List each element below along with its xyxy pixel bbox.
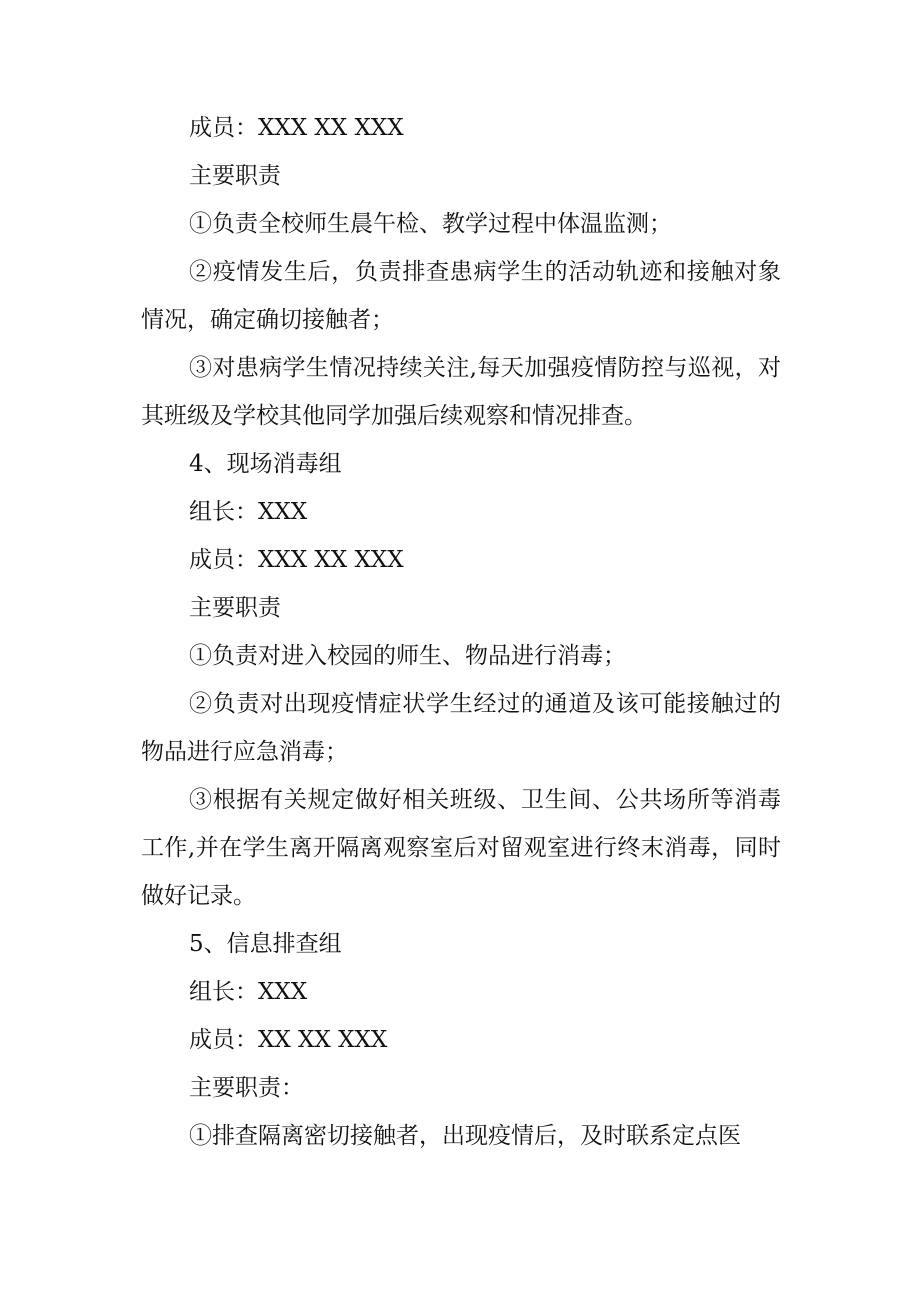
paragraph-duties-heading-information-screening: 主要职责： [189,1075,304,1101]
section-heading-information-screening-group: 5、信息排查组 [189,931,342,957]
paragraph-leader-disinfection: 组长：XXX [189,499,308,525]
paragraph-duty-1-group3: ①负责全校师生晨午检、教学过程中体温监测； [189,211,672,237]
paragraph-leader-information-screening: 组长：XXX [189,979,308,1005]
paragraph-duty-2-group3: ②疫情发生后，负责排查患病学生的活动轨迹和接触对象情况，确定确切接触者； [141,259,781,333]
paragraph-duties-heading-disinfection: 主要职责 [189,595,281,621]
document-body [141,104,781,1160]
paragraph-members-information-screening: 成员：XX XX XXX [189,1027,388,1053]
section-heading-disinfection-group: 4、现场消毒组 [189,451,342,477]
paragraph-duties-heading-group3: 主要职责 [189,163,281,189]
paragraph-duty-2-disinfection: ②负责对出现疫情症状学生经过的通道及该可能接触过的物品进行应急消毒； [141,691,781,765]
paragraph-duty-1-disinfection: ①负责对进入校园的师生、物品进行消毒； [189,643,626,669]
paragraph-duty-3-disinfection: ③根据有关规定做好相关班级、卫生间、公共场所等消毒工作,并在学生离开隔离观察室后对留观室进行终末消毒，同时做好记录。 [141,787,781,909]
paragraph-duty-3-group3: ③对患病学生情况持续关注,每天加强疫情防控与巡视，对其班级及学校其他同学加强后续观察和情况排查。 [141,355,781,429]
paragraph-duty-1-information-screening: ①排查隔离密切接触者，出现疫情后，及时联系定点医 [189,1123,741,1149]
paragraph-members-group3: 成员：XXX XX XXX [189,115,404,141]
paragraph-members-disinfection: 成员：XXX XX XXX [189,547,404,573]
